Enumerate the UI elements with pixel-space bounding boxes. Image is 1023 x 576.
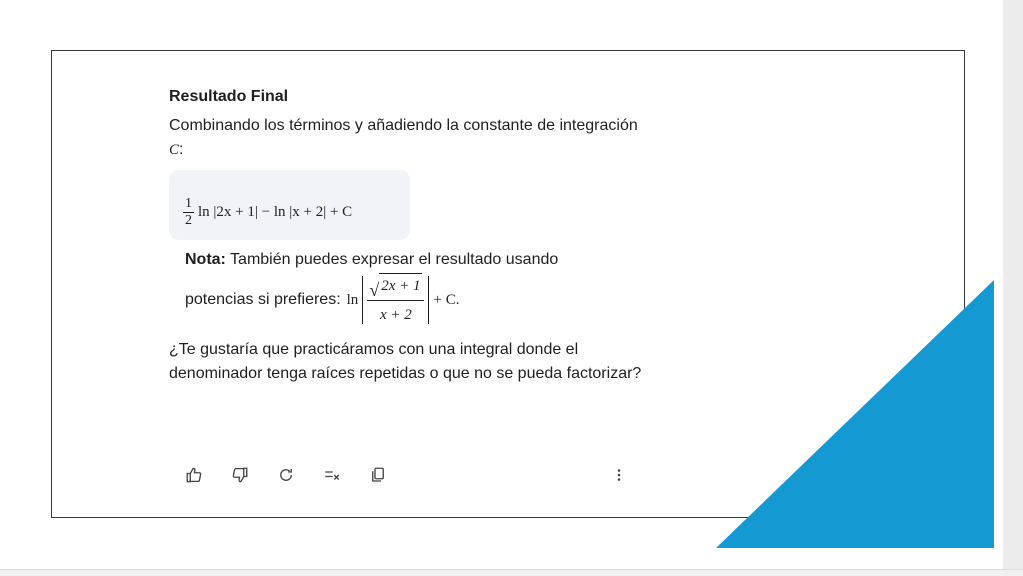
- fraction-numerator: 1: [185, 195, 192, 211]
- more-options-button[interactable]: [607, 463, 631, 487]
- note-tail: + C.: [433, 292, 460, 308]
- half-fraction: [183, 196, 194, 229]
- scrollbar-track[interactable]: [1003, 0, 1023, 575]
- formula-expression: ln |2x + 1| − ln |x + 2| + C: [198, 203, 353, 220]
- thumbs-down-icon: [231, 466, 249, 484]
- response-body: [169, 86, 649, 402]
- power-fraction-numerator: [367, 273, 424, 301]
- ln-symbol: ln: [346, 292, 359, 308]
- regenerate-icon: [277, 466, 295, 484]
- note-block: [185, 248, 649, 324]
- note-line-1: [185, 248, 649, 272]
- note-text-1: También puedes expresar el resultado usando: [230, 251, 559, 268]
- power-fraction: [367, 273, 424, 327]
- constant-symbol: C: [169, 142, 180, 158]
- copy-button[interactable]: [366, 463, 390, 487]
- note-text-2: potencias si prefieres:: [185, 291, 341, 308]
- sqrt-content: 2x + 1: [379, 273, 422, 298]
- regenerate-button[interactable]: [274, 463, 298, 487]
- formula-block: [169, 170, 410, 240]
- absolute-value: [362, 276, 429, 324]
- note-line-2: [185, 276, 649, 324]
- more-vert-icon: [610, 466, 628, 484]
- intro-paragraph: [169, 114, 649, 162]
- thumbs-up-button[interactable]: [182, 463, 206, 487]
- sqrt-icon: √: [369, 280, 380, 300]
- modify-response-button[interactable]: [320, 463, 344, 487]
- thumbs-up-icon: [185, 466, 203, 484]
- modify-response-icon: [323, 466, 341, 484]
- power-fraction-denominator: x + 2: [380, 307, 412, 323]
- thumbs-down-button[interactable]: [228, 463, 252, 487]
- copy-icon: [369, 466, 387, 484]
- fraction-denominator: 2: [185, 212, 192, 228]
- result-heading: Resultado Final: [169, 88, 289, 105]
- intro-colon: :: [179, 141, 184, 158]
- intro-text: Combinando los términos y añadiendo la constante de integración: [169, 117, 638, 134]
- note-label: Nota:: [185, 251, 226, 268]
- response-actions: [182, 463, 627, 489]
- followup-question: ¿Te gustaría que practicáramos con una integral donde el denominador tenga raíces repetidas o que no se pueda factorizar?: [169, 341, 642, 382]
